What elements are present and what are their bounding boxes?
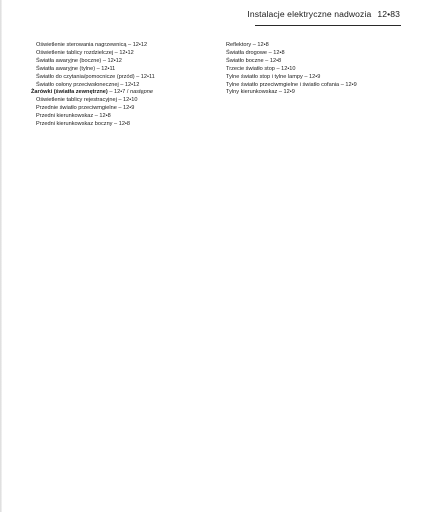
index-subentry: Światła drogowe – 12•8 (226, 49, 285, 56)
index-subentry: Tylne światło stop i tylne lampy – 12•9 (226, 73, 321, 80)
index-subentry: Przednie światło przeciwmgielne – 12•9 (36, 105, 135, 112)
index-subentry: Oświetlenie tablicy rejestracyjnej – 12•10 (36, 97, 138, 104)
index-subentry: Tylny kierunkowskaz – 12•9 (226, 89, 295, 96)
page-header (247, 9, 400, 19)
index-main-entry (31, 89, 211, 97)
index-entry: Światło do czytania/pomocnicze (przód) – 12•11 (36, 73, 155, 80)
index-entry: Światła awaryjne (tylne) – 12•11 (36, 65, 116, 72)
index-subentry: Trzecie światło stop – 12•10 (226, 65, 296, 72)
index-subentry: Reflektory – 12•8 (226, 42, 269, 48)
index-left-column (31, 42, 211, 129)
index-entry: Światła awaryjne (boczne) – 12•12 (36, 57, 122, 64)
index-subentry: Przedni kierunkowskaz boczny – 12•8 (36, 121, 130, 128)
header-title: Instalacje elektryczne nadwozia (247, 9, 372, 19)
main-entry-heading: Żarówki (światła zewnętrzne) (31, 89, 108, 96)
index-right-column (226, 42, 401, 97)
index-subentry: Tylne światło przeciwmgielne i światło cofania – 12•9 (226, 81, 357, 88)
index-entry: Światło osłony przeciwsłonecznej – 12•12 (36, 81, 140, 88)
index-entry: Oświetlenie sterowania nagrzewnicą – 12•12 (36, 42, 148, 48)
header-rule (255, 25, 401, 26)
index-subentry: Światło boczne – 12•8 (226, 57, 282, 64)
main-entry-ref: – 12•7 / (107, 89, 129, 96)
main-entry-suffix: następne (128, 89, 153, 96)
index-subentry: Przedni kierunkowskaz – 12•8 (36, 113, 111, 120)
header-page-number: 12•83 (377, 9, 400, 19)
page-edge-shadow (0, 0, 2, 512)
index-entry: Oświetlenie tablicy rozdzielczej – 12•12 (36, 49, 134, 56)
